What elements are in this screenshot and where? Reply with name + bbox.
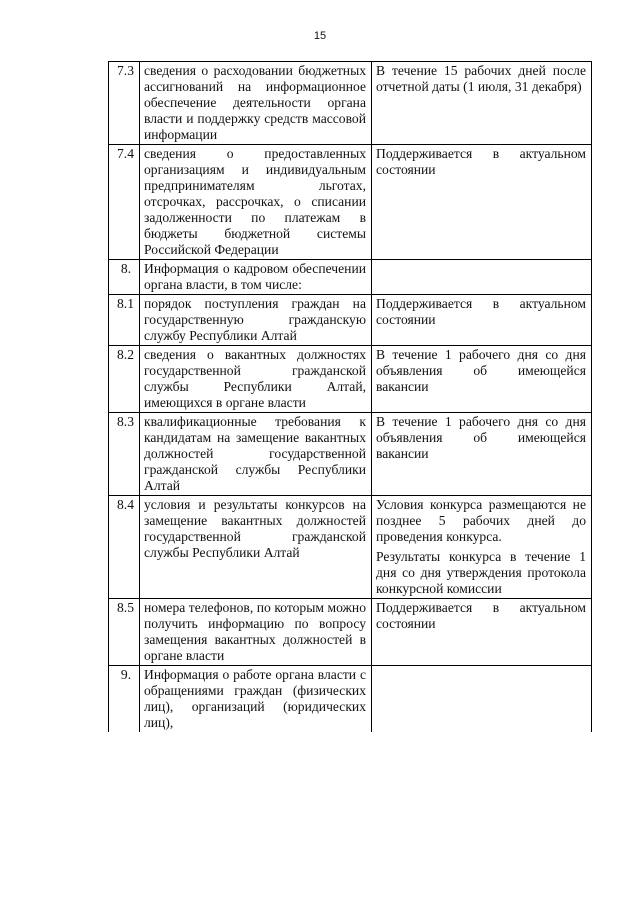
row-number: 8.5 xyxy=(109,599,140,666)
placement-term xyxy=(372,413,592,496)
placement-term xyxy=(372,666,592,733)
term-text: Результаты конкурса в течение 1 дня со дня утверждения протокола конкурсной комиссии xyxy=(376,549,586,596)
term-text: Поддерживается в актуальном состоянии xyxy=(376,146,586,177)
placement-term xyxy=(372,62,592,145)
info-description: порядок поступления граждан на государственную гражданскую службу Республики Алтай xyxy=(140,295,372,346)
placement-term xyxy=(372,295,592,346)
term-text: В течение 15 рабочих дней после отчетной даты (1 июля, 31 декабря) xyxy=(376,63,586,94)
table-row xyxy=(109,295,592,346)
table-row xyxy=(109,346,592,413)
info-description: Информация о кадровом обеспечении органа власти, в том числе: xyxy=(140,260,372,295)
info-description: квалификационные требования к кандидатам на замещение вакантных должностей государственной гражданской службы Республики Алтай xyxy=(140,413,372,496)
placement-term xyxy=(372,260,592,295)
row-number: 7.4 xyxy=(109,145,140,260)
row-number: 8.3 xyxy=(109,413,140,496)
row-number: 8.2 xyxy=(109,346,140,413)
info-description: Информация о работе органа власти с обращениями граждан (физических лиц), организаций (юридических лиц), xyxy=(140,666,372,733)
placement-term xyxy=(372,599,592,666)
row-number: 8.4 xyxy=(109,496,140,599)
info-description: сведения о предоставленных организациям и индивидуальным предпринимателям льготах, отсрочках, рассрочках, о списании задолженности по платежам в бюджеты бюджетной системы Российской Федерации xyxy=(140,145,372,260)
placement-term xyxy=(372,496,592,599)
placement-term xyxy=(372,346,592,413)
info-description: сведения о расходовании бюджетных ассигнований на информационное обеспечение деятельности органа власти и поддержку средств массовой информации xyxy=(140,62,372,145)
table-row xyxy=(109,666,592,733)
table-row xyxy=(109,260,592,295)
term-text: В течение 1 рабочего дня со дня объявления об имеющейся вакансии xyxy=(376,347,586,394)
placement-term xyxy=(372,145,592,260)
row-number: 7.3 xyxy=(109,62,140,145)
term-text: Условия конкурса размещаются не позднее 5 рабочих дней до проведения конкурса. xyxy=(376,497,586,544)
row-number: 8. xyxy=(109,260,140,295)
table-row xyxy=(109,599,592,666)
table-row xyxy=(109,496,592,599)
term-text: Поддерживается в актуальном состоянии xyxy=(376,296,586,327)
row-number: 8.1 xyxy=(109,295,140,346)
table-row xyxy=(109,145,592,260)
page-number: 15 xyxy=(313,30,327,42)
info-description: номера телефонов, по которым можно получить информацию по вопросу замещения вакантных должностей в органе власти xyxy=(140,599,372,666)
table-row xyxy=(109,62,592,145)
information-table xyxy=(108,61,592,732)
info-description: условия и результаты конкурсов на замещение вакантных должностей государственной гражданской службы Республики Алтай xyxy=(140,496,372,599)
info-description: сведения о вакантных должностях государственной гражданской службы Республики Алтай, имеющихся в органе власти xyxy=(140,346,372,413)
table-row xyxy=(109,413,592,496)
row-number: 9. xyxy=(109,666,140,733)
term-text: Поддерживается в актуальном состоянии xyxy=(376,600,586,631)
term-text: В течение 1 рабочего дня со дня объявления об имеющейся вакансии xyxy=(376,414,586,461)
